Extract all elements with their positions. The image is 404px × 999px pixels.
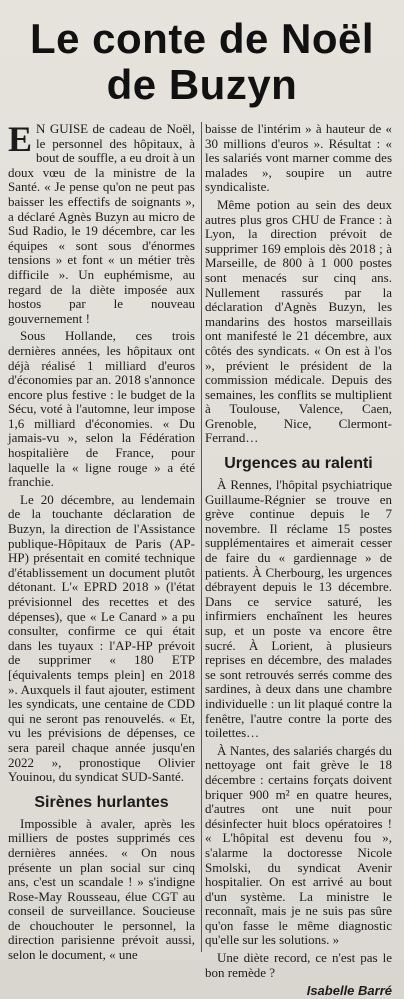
subheading: Sirènes hurlantes: [34, 793, 169, 811]
paragraph: À Nantes, des salariés chargés du nettoyage ont fait grève le 18 décembre : certains forçats doivent briquer 900 m² en quatre heures, d'autres ont une nuit pour désinfecter huit blocs opératoires ! « L'hôpital est devenu fou », s'alarme la doctoresse Nicole Smolski, du syndicat Avenir hospitalier. On est arrivé au bout d'un système. La ministre le reconnaît, mais je ne suis pas sûre qu'on fasse le même diagnostic qu'elle sur les solutions. »: [205, 742, 392, 948]
article-columns: [8, 119, 396, 999]
author-signature: Isabelle Barré: [306, 983, 392, 999]
paragraph-text: N GUISE de cadeau de Noël, le personnel des hôpitaux, à bout de souffle, a eu droit à un doux vœu de la ministre de la Santé. « Je pense qu'on ne peut pas baisser les effectifs de soignants », a déclaré Agnès Buzyn au micro de Sud Radio, le 19 décembre, car les équipes « sont sous d'énormes tensions » et font « un métier très difficile ». Un euphémisme, au regard de la diète imposée aux hostos par le nouveau gouvernement !: [8, 121, 195, 326]
column-right: [205, 122, 392, 999]
column-divider: [201, 122, 202, 952]
paragraph: Une diète record, ce n'est pas le bon remède ?: [205, 950, 392, 980]
paragraph: À Rennes, l'hôpital psychiatrique Guillaume-Régnier se trouve en grève continue depuis le 7 novembre. Il réclame 15 postes supplémentaires et aimerait cesser de faire du « gardiennage » de patients. À Cherbourg, les urgences débrayent depuis le 13 décembre. Dans ce service saturé, les infirmiers enchaînent les heures sup, et un poste va encore être sucré. À Lorient, à plusieurs reprises en décembre, des malades se sont retrouvés serrés comme des sardines, à deux dans une chambre individuelle : un lit plaqué contre la fenêtre, l'autre contre la porte des toilettes…: [205, 477, 392, 741]
paragraph: Même potion au sein des deux autres plus gros CHU de France : à Lyon, la direction prévoit de supprimer 169 emplois dès 2018 ; à Marseille, de 800 à 1 000 postes sont menacés sur cinq ans. Nullement rassurés par la déclaration d'Agnès Buzyn, les mandarins des hostos marseillais ont manifesté le 21 décembre, aux côtés des syndicats. « On est à l'os », prévient le président de la commission médicale. Depuis des semaines, les conflits se multiplient à Toulouse, Valence, Caen, Grenoble, Nice, Clermont-Ferrand…: [205, 196, 392, 446]
paragraph: Impossible à avaler, après les milliers de postes supprimés ces dernières années. « On nous présente un plan social sur cinq ans, c'est un scandale ! » s'indigne Rose-May Rousseau, élue CGT au conseil de surveillance. Soucieuse de chouchouter le personnel, la direction parisienne prévoit aussi, selon le document, « une: [8, 815, 195, 963]
headline: Le conte de Noël de Buzyn: [29, 15, 375, 108]
subheading: Urgences au ralenti: [224, 455, 373, 473]
paragraph: Le 20 décembre, au lendemain de la touchante déclaration de Buzyn, la direction de l'Assistance publique-Hôpitaux de Paris (AP-HP) présentait en comité technique d'établissement un document plutôt détonant. L'« EPRD 2018 » (l'état prévisionnel des recettes et des dépenses), que « Le Canard » a pu consulter, confirme ce qui était dans les tuyaux : l'AP-HP prévoit de supprimer « 180 ETP [équivalents temps plein] en 2018 ». Auxquels il faut ajouter, estiment les syndicats, une centaine de CDD qui ne seront pas renouvelés. « Et, vu les prévisions de dépenses, ce sera pareil chaque année jusqu'en 2022 », pronostique Olivier Youinou, du syndicat SUD-Santé.: [8, 491, 195, 785]
paragraph: Sous Hollande, ces trois dernières années, les hôpitaux ont déjà réalisé 1 milliard d'euros d'économies par an. 2018 s'annonce encore plus festive : le budget de la Sécu, voté à l'automne, leur impose 1,6 milliard d'économies. « Du jamais-vu », selon la Fédération hospitalière de France, pour laquelle la « ligne rouge » a été franchie.: [8, 328, 195, 490]
paragraph: [8, 119, 195, 326]
drop-cap: E: [8, 119, 33, 159]
column-left: [8, 119, 195, 999]
paragraph: baisse de l'intérim » à hauteur de « 30 millions d'euros ». Résultat : « les salariés vont marner comme des malades », soupire un autre syndicaliste.: [205, 121, 392, 195]
